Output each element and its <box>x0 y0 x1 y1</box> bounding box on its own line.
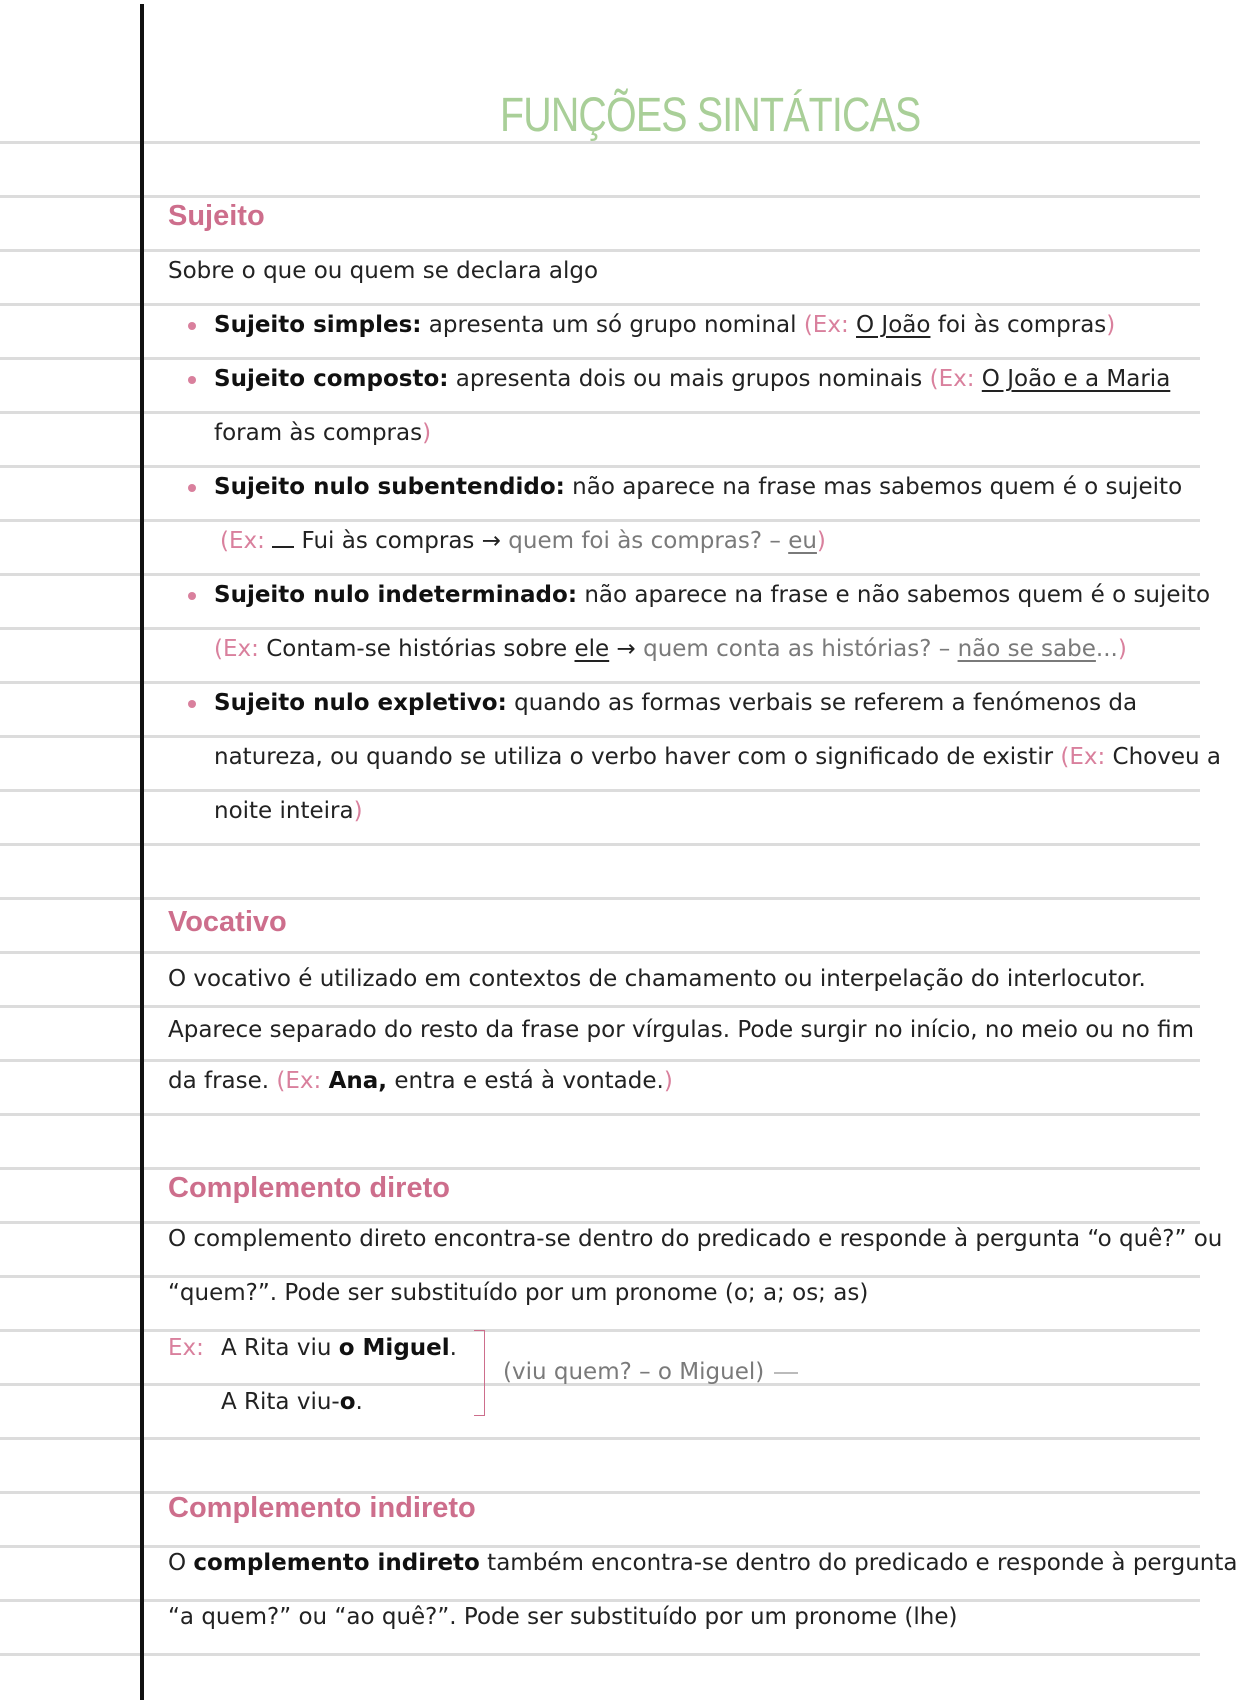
complemento-direto-note: (viu quem? – o Miguel) <box>503 1357 798 1387</box>
sujeito-composto-cont: foram às compras) <box>214 420 432 446</box>
sujeito-nulo-subentendido-example: (Ex: Fui às compras → quem foi às compras? – eu) <box>220 528 826 554</box>
dash-line <box>774 1372 798 1374</box>
page-title: FUNÇÕES SINTÁTICAS <box>500 89 921 142</box>
complemento-indireto-line-2: “a quem?” ou “ao quê?”. Pode ser substituído por um pronome (lhe) <box>168 1604 958 1630</box>
sujeito-nulo-expletivo-cont: natureza, ou quando se utiliza o verbo haver com o significado de existir (Ex: Choveu a <box>214 744 1221 770</box>
complemento-direto-example-1: A Rita viu o Miguel. <box>221 1335 457 1361</box>
vocativo-line-3: da frase. (Ex: Ana, entra e está à vontade.) <box>168 1068 673 1094</box>
page-content <box>168 0 1238 1700</box>
sujeito-composto: Sujeito composto: apresenta dois ou mais grupos nominais (Ex: O João e a Maria <box>214 366 1171 392</box>
sujeito-nulo-subentendido: Sujeito nulo subentendido: não aparece na frase mas sabemos quem é o sujeito <box>214 474 1183 500</box>
example-label: Ex: <box>168 1335 204 1361</box>
complemento-direto-line-2: “quem?”. Pode ser substituído por um pronome (o; a; os; as) <box>168 1280 869 1306</box>
bullet-icon <box>188 592 196 600</box>
sujeito-simples: Sujeito simples: apresenta um só grupo nominal (Ex: O João foi às compras) <box>214 312 1116 338</box>
sujeito-nulo-expletivo: Sujeito nulo expletivo: quando as formas verbais se referem a fenómenos da <box>214 690 1138 716</box>
heading-sujeito: Sujeito <box>168 200 265 232</box>
vocativo-line-2: Aparece separado do resto da frase por vírgulas. Pode surgir no início, no meio ou no fim <box>168 1017 1195 1043</box>
bullet-icon <box>188 484 196 492</box>
bracket-icon <box>474 1330 485 1416</box>
arrow-right-icon: → <box>609 636 636 662</box>
bullet-icon <box>188 322 196 330</box>
bullet-icon <box>188 700 196 708</box>
bullet-icon <box>188 376 196 384</box>
heading-complemento-indireto: Complemento indireto <box>168 1492 476 1524</box>
heading-complemento-direto: Complemento direto <box>168 1172 450 1204</box>
sujeito-nulo-expletivo-end: noite inteira) <box>214 798 363 824</box>
heading-vocativo: Vocativo <box>168 906 287 938</box>
sujeito-intro: Sobre o que ou quem se declara algo <box>168 258 599 284</box>
complemento-indireto-line-1: O complemento indireto também encontra-se dentro do predicado e responde à pergunta <box>168 1550 1238 1576</box>
sujeito-nulo-indeterminado: Sujeito nulo indeterminado: não aparece na frase e não sabemos quem é o sujeito <box>214 582 1211 608</box>
blank-line <box>272 528 294 548</box>
complemento-direto-line-1: O complemento direto encontra-se dentro do predicado e responde à pergunta “o quê?” ou <box>168 1226 1223 1252</box>
sujeito-nulo-indeterminado-example: (Ex: Contam-se histórias sobre ele → quem conta as histórias? – não se sabe...) <box>214 636 1127 662</box>
complemento-direto-example-2: A Rita viu-o. <box>221 1389 363 1415</box>
margin-line <box>140 4 144 1700</box>
arrow-right-icon: → <box>481 528 501 554</box>
vocativo-line-1: O vocativo é utilizado em contextos de chamamento ou interpelação do interlocutor. <box>168 966 1146 992</box>
